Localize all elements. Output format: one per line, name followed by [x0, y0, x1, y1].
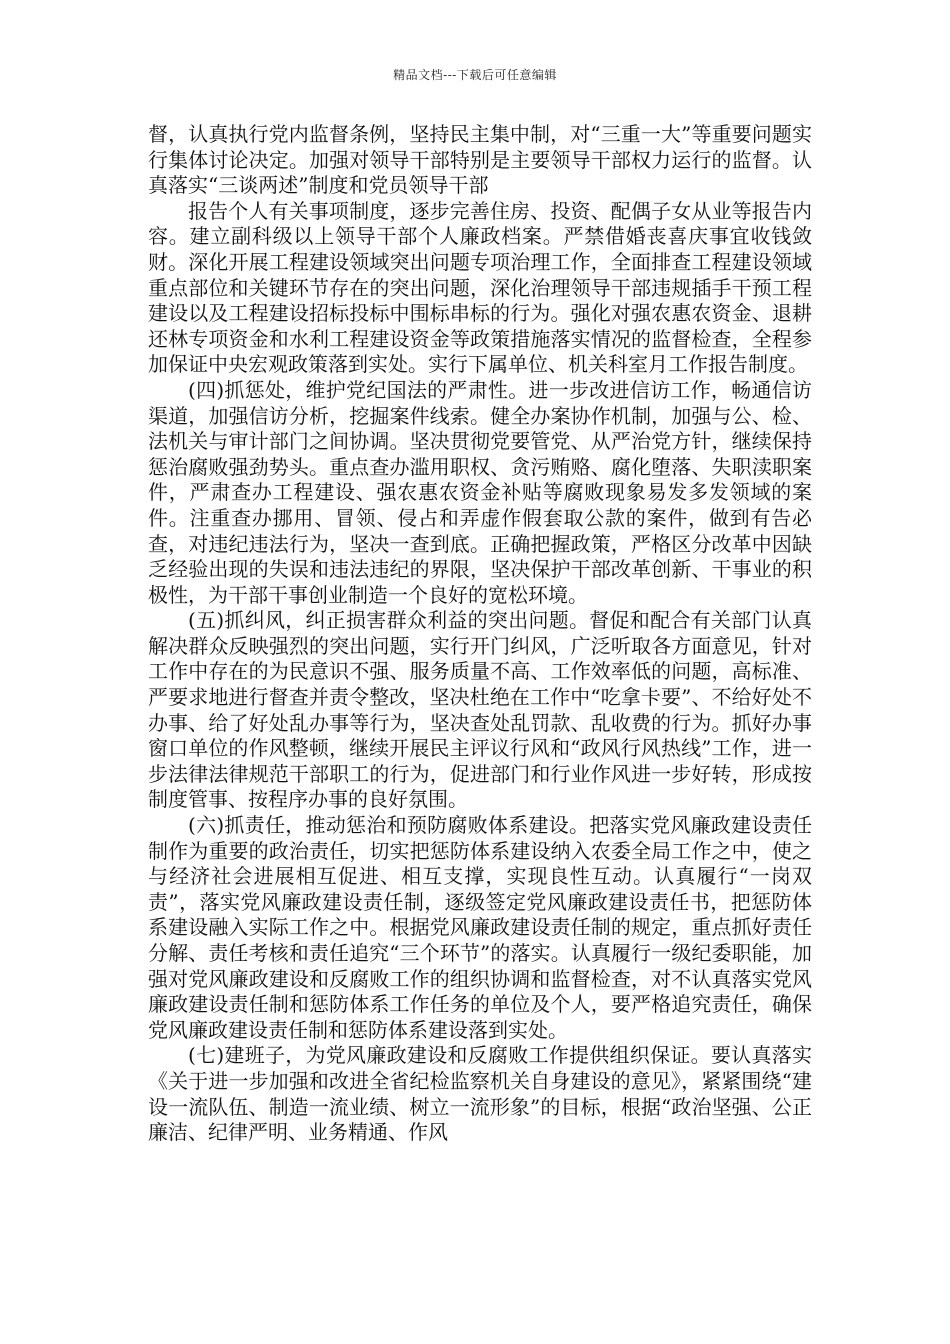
paragraph-3: (四)抓惩处，维护党纪国法的严肃性。进一步改进信访工作，畅通信访渠道，加强信访分析，挖掘案件线索。健全办案协作机制，加强与公、检、法机关与审计部门之间协调。坚决贯彻党要管党、从严治党方针，继续保持惩治腐败强劲势头。重点查办滥用职权、贪污贿赂、腐化堕落、失职渎职案件，严肃查办工程建设、强农惠农资金补贴等腐败现象易发多发领域的案件。注重查办挪用、冒领、侵占和弄虚作假套取公款的案件，做到有告必查，对违纪违法行为，坚决一查到底。正确把握政策，严格区分改革中因缺乏经验出现的失误和违法违纪的界限，坚决保护干部改革创新、干事业的积极性，为干部干事创业制造一个良好的宽松环境。	[148, 377, 812, 607]
paragraph-1: 督，认真执行党内监督条例，坚持民主集中制，对“三重一大”等重要问题实行集体讨论决定。加强对领导干部特别是主要领导干部权力运行的监督。认真落实“三谈两述”制度和党员领导干部	[148, 122, 812, 198]
paragraph-6: (七)建班子，为党风廉政建设和反腐败工作提供组织保证。要认真落实《关于进一步加强和改进全省纪检监察机关自身建设的意见》，紧紧围绕“建设一流队伍、制造一流业绩、树立一流形象”的目标，根据“政治坚强、公正廉洁、纪律严明、业务精通、作风	[148, 1043, 812, 1145]
page-header: 精品文档---下载后可任意编辑	[393, 68, 557, 82]
paragraph-2: 报告个人有关事项制度，逐步完善住房、投资、配偶子女从业等报告内容。建立副科级以上领导干部个人廉政档案。严禁借婚丧喜庆事宜收钱敛财。深化开展工程建设领域突出问题专项治理工作，全面排查工程建设领域重点部位和关键环节存在的突出问题，深化治理领导干部违规插手干预工程建设以及工程建设招标投标中围标串标的行为。强化对强农惠农资金、退耕还林专项资金和水利工程建设资金等政策措施落实情况的监督检查，全程参加保证中央宏观政策落到实处。实行下属单位、机关科室月工作报告制度。	[148, 198, 812, 377]
document-body	[148, 122, 812, 1146]
paragraph-4: (五)抓纠风，纠正损害群众利益的突出问题。督促和配合有关部门认真解决群众反映强烈的突出问题，实行开门纠风，广泛听取各方面意见，针对工作中存在的为民意识不强、服务质量不高、工作效率低的问题，高标准、严要求地进行督查并责令整改，坚决杜绝在工作中“吃拿卡要”、不给好处不办事、给了好处乱办事等行为，坚决查处乱罚款、乱收费的行为。抓好办事窗口单位的作风整顿，继续开展民主评议行风和“政风行风热线”工作，进一步法律法律规范干部职工的行为，促进部门和行业作风进一步好转，形成按制度管事、按程序办事的良好氛围。	[148, 608, 812, 812]
paragraph-5: (六)抓责任，推动惩治和预防腐败体系建设。把落实党风廉政建设责任制作为重要的政治责任，切实把惩防体系建设纳入农委全局工作之中，使之与经济社会进展相互促进、相互支撑，实现良性互动。认真履行“一岗双责”，落实党风廉政建设责任制，逐级签定党风廉政建设责任书，把惩防体系建设融入实际工作之中。根据党风廉政建设责任制的规定，重点抓好责任分解、责任考核和责任追究“三个环节”的落实。认真履行一级纪委职能，加强对党风廉政建设和反腐败工作的组织协调和监督检查，对不认真落实党风廉政建设责任制和惩防体系工作任务的单位及个人，要严格追究责任，确保党风廉政建设责任制和惩防体系建设落到实处。	[148, 813, 812, 1042]
